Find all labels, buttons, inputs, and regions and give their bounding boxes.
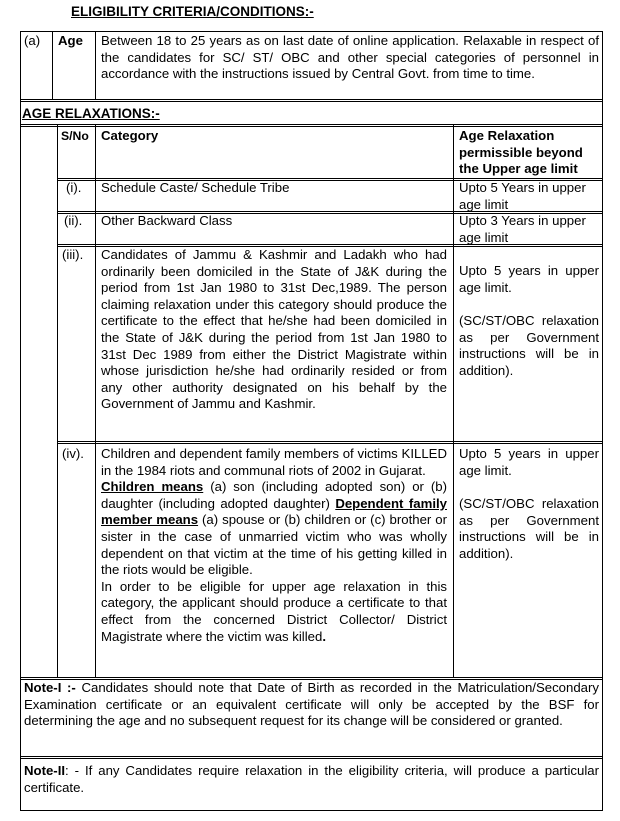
eligibility-instruction — [101, 579, 447, 645]
row-relaxation: Upto 5 years in upper age limit. — [459, 446, 599, 478]
age-relaxation-header: Age Relaxation permissible beyond the Upper age limit — [459, 128, 583, 177]
divider — [57, 441, 603, 444]
age-criteria-text: Between 18 to 25 years as on last date of online application. Relaxable in respect of the candidates for SC/ ST/ OBC and other special categories of personnel in accordance with the instructions issued by Central Govt. from time to time. — [101, 33, 599, 82]
page-title: ELIGIBILITY CRITERIA/CONDITIONS:- — [71, 4, 314, 19]
divider — [453, 125, 454, 678]
note-1 — [24, 680, 599, 730]
children-term: Children means — [101, 479, 204, 495]
age-relaxations-title: AGE RELAXATIONS:- — [22, 106, 160, 121]
category-header: Category — [101, 128, 159, 143]
row-category — [101, 446, 447, 645]
row-sno: (iii). — [62, 247, 84, 262]
eligibility-end: . — [322, 628, 327, 644]
divider — [95, 125, 96, 678]
sno-header: S/No — [61, 129, 89, 143]
note-2-text: : - If any Candidates require relaxation in the eligibility criteria, will produce a particular certificate. — [24, 763, 599, 795]
note-1-label: Note-I :- — [24, 680, 76, 695]
divider — [20, 124, 603, 127]
divider — [57, 125, 58, 678]
victims-intro: Children and dependent family members of victims KILLED in the 1984 riots and communal riots of 2002 in Gujarat. — [101, 446, 447, 478]
definitions — [101, 479, 447, 579]
divider — [20, 756, 603, 759]
row-relaxation: Upto 5 years in upper age limit. — [459, 263, 599, 295]
row-category: Other Backward Class — [101, 213, 233, 228]
row-category: Candidates of Jammu & Kashmir and Ladakh who had ordinarily been domiciled in the State of J&K during the period from 1st Jan 1980 to 31st Dec,1989. The person claiming relaxation under this category should produce the certificate to the effect that he/she had been domiciled in the State of J&K during the period from 1st Jan 1980 to 31st Dec 1989 from either the District Magistrate within whose jurisdiction he/she had ordinarily resided or from any other authority designated on his behalf by the Government of Jammu and Kashmir. — [101, 247, 447, 412]
row-sno: (iv). — [62, 446, 84, 461]
row-relaxation-note: (SC/ST/OBC relaxation as per Government instructions will be in addition). — [459, 313, 599, 378]
row-sno: (ii). — [64, 213, 83, 228]
note-1-text: Candidates should note that Date of Birth as recorded in the Matriculation/Secondary Examination certificate or an equivalent certificate will only be accepted by the BSF for determining the age and no subsequent request for its change will be considered or granted. — [24, 680, 599, 729]
dependent-term: Dependent family member means — [101, 495, 447, 528]
row-relaxation: Upto 5 Years in upper age limit — [459, 180, 586, 212]
children-definition: (a) son (including adopted son) or (b) daughter (including adopted daughter) — [101, 479, 448, 511]
divider — [95, 31, 96, 99]
note-2 — [24, 763, 599, 796]
divider — [20, 99, 603, 102]
note-2-label: Note-II — [24, 763, 66, 778]
age-row-label-a: (a) — [24, 33, 41, 48]
age-label: Age — [58, 33, 83, 48]
eligibility-text: In order to be eligible for upper age relaxation in this category, the applicant should produce a certificate to that effect from the concerned District Collector/ District Magistrate where the victim was killed — [101, 578, 447, 644]
row-relaxation-note: (SC/ST/OBC relaxation as per Government instructions will be in addition). — [459, 496, 599, 561]
row-relaxation: Upto 3 Years in upper age limit — [459, 213, 586, 245]
row-sno: (i). — [66, 180, 82, 195]
dependent-definition: (a) spouse or (b) children or (c) brother or sister in the case of unmarried victim who was wholly dependent on that victim at the time of his getting killed in the riots would be eligible. — [101, 512, 447, 578]
row-category: Schedule Caste/ Schedule Tribe — [101, 180, 290, 195]
divider — [52, 31, 53, 99]
